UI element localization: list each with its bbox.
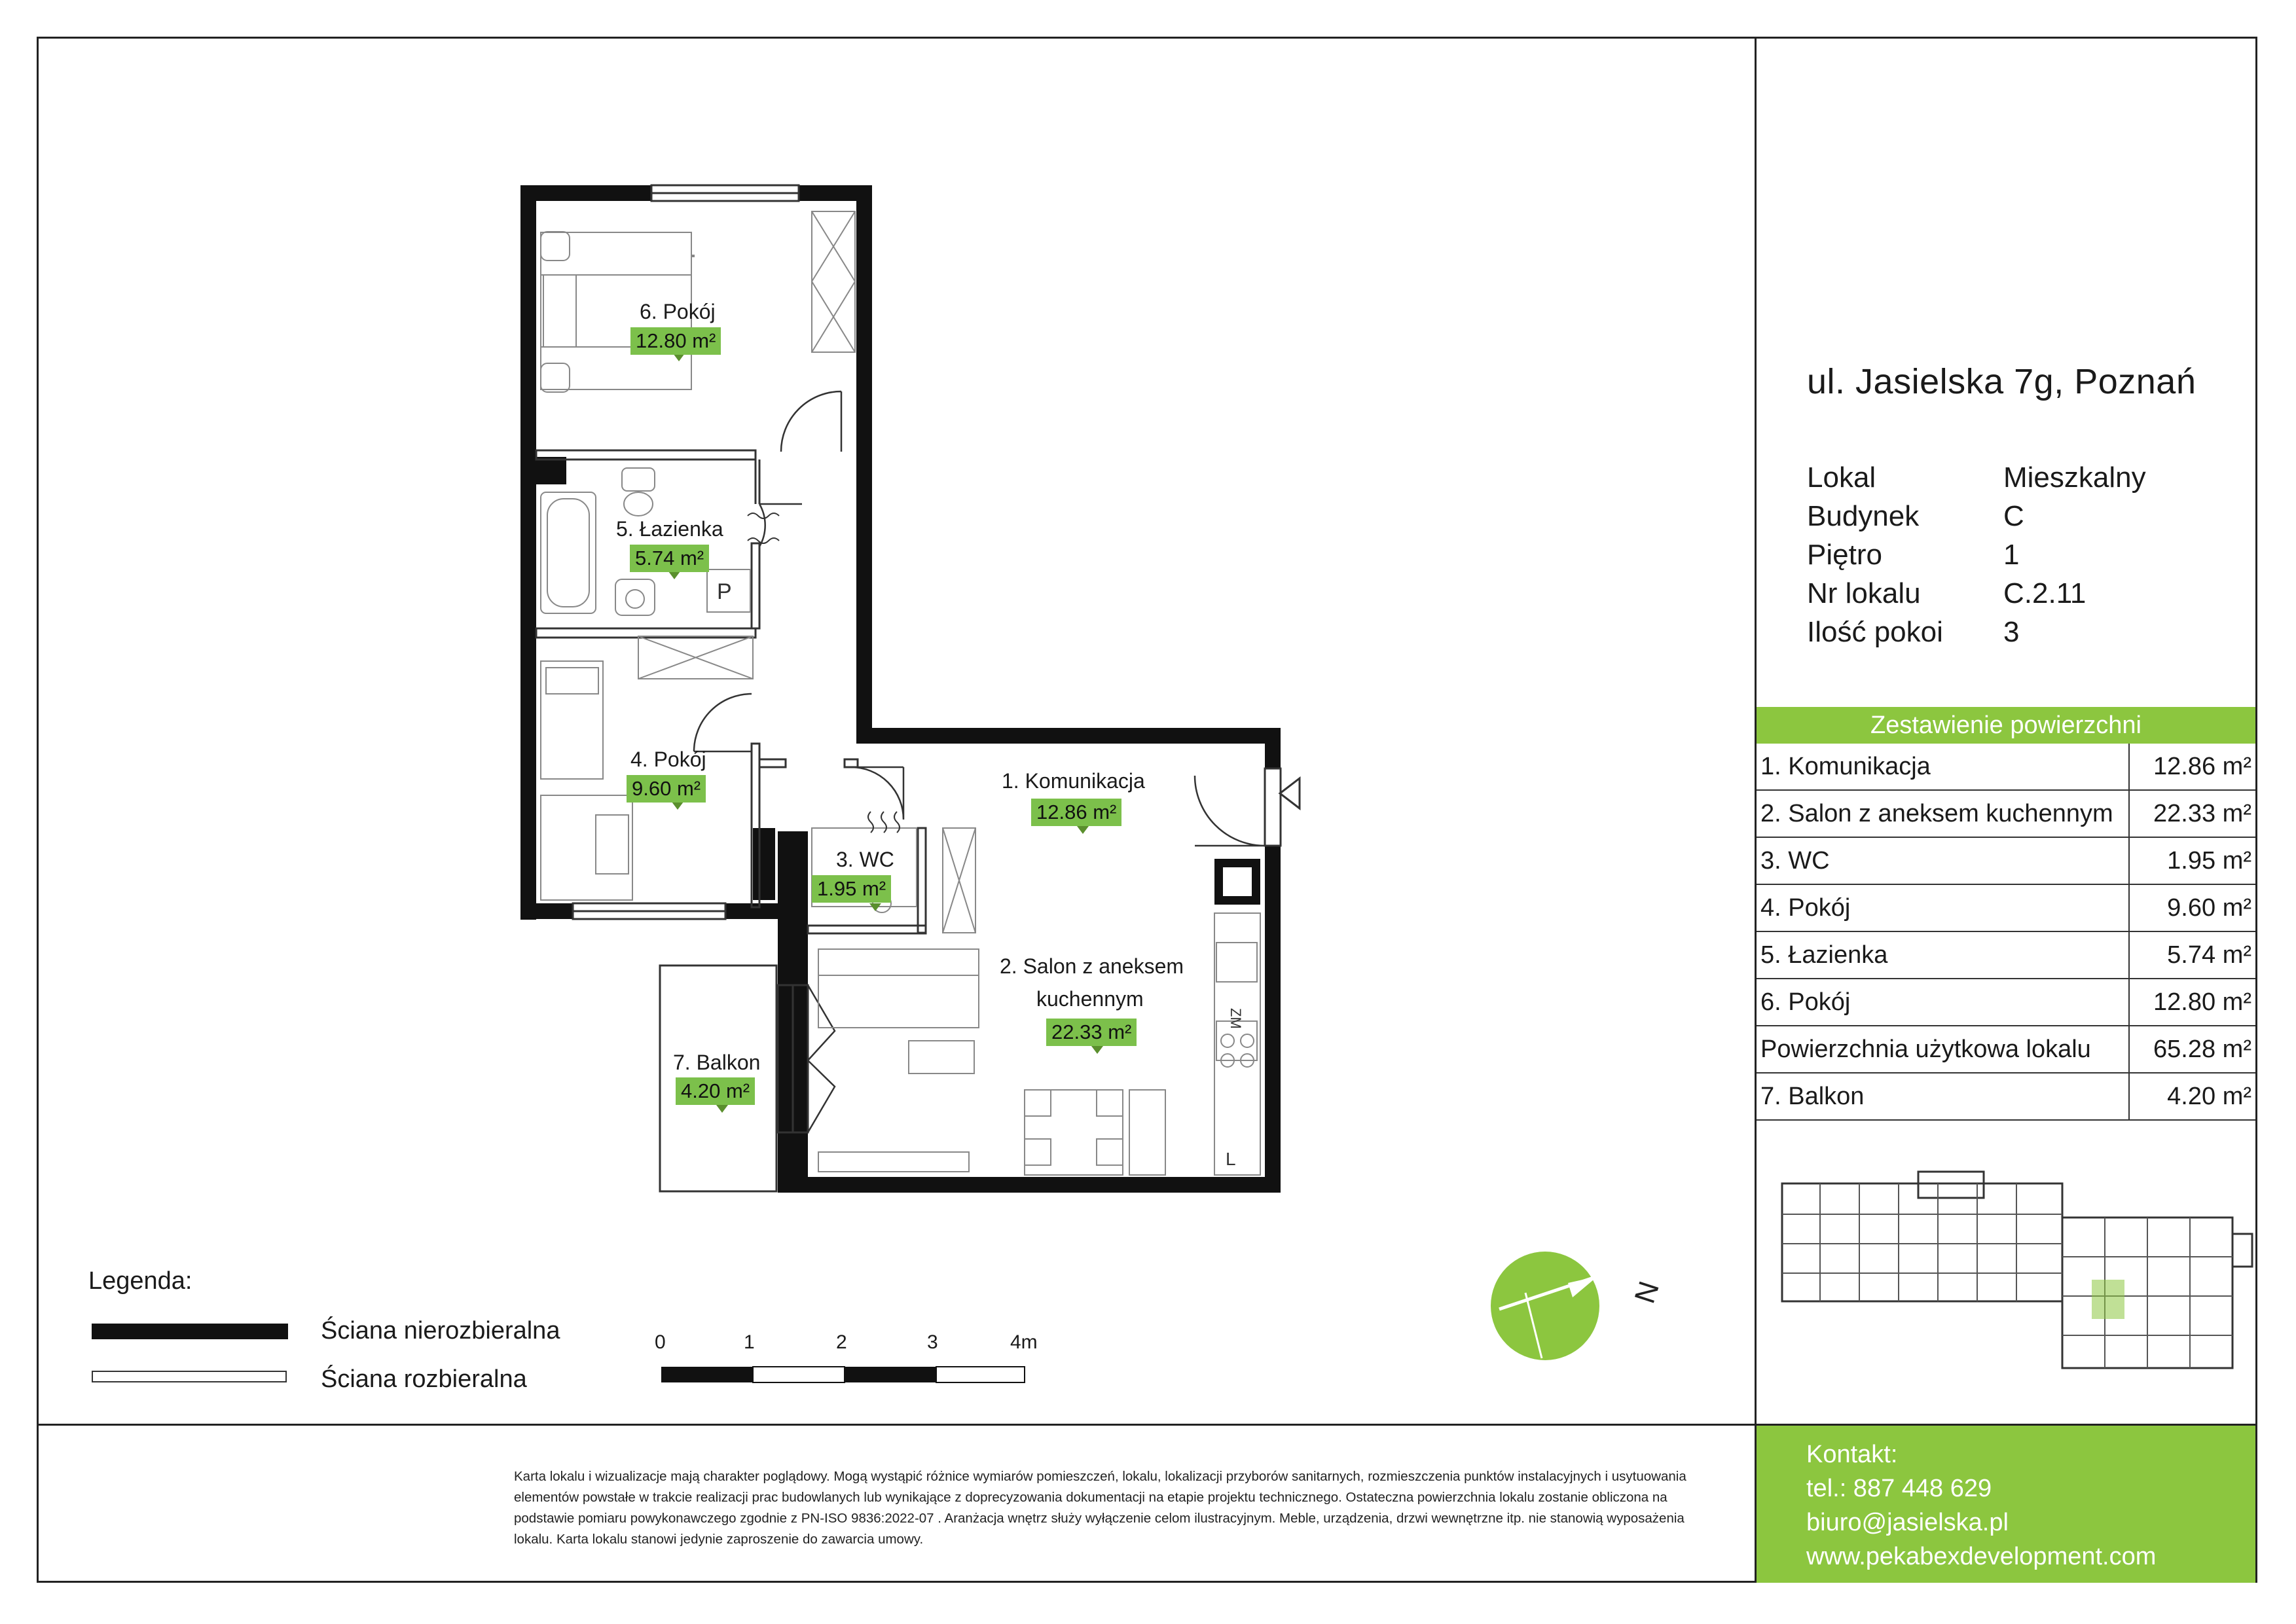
scale-bar	[661, 1367, 1025, 1382]
info-label: Nr lokalu	[1807, 577, 1921, 609]
info-label: Piętro	[1807, 539, 1882, 571]
room-3-name: 3. WC	[836, 848, 894, 871]
contact-box	[1757, 1426, 2255, 1583]
info-row	[1807, 535, 2146, 574]
table-row	[1757, 744, 2255, 790]
area-name: 6. Pokój	[1757, 979, 2129, 1026]
legend-label-removable: Ściana rozbieralna	[321, 1365, 527, 1393]
compass-icon	[1491, 1252, 1599, 1360]
table-row	[1757, 837, 2255, 884]
contact-phone[interactable]: tel.: 887 448 629	[1806, 1475, 1992, 1502]
area-value: 1.95 m²	[2129, 837, 2255, 884]
area-name: 1. Komunikacja	[1757, 744, 2129, 790]
info-row	[1807, 574, 2146, 613]
fixture-label-p: P	[717, 579, 732, 604]
room-6-area: 12.80 m²	[630, 327, 721, 355]
area-value: 4.20 m²	[2129, 1073, 2255, 1120]
compass-north-label: N	[1628, 1277, 1666, 1307]
contact-title: Kontakt:	[1806, 1441, 1898, 1468]
info-value: Mieszkalny	[2003, 461, 2146, 494]
area-value: 65.28 m²	[2129, 1026, 2255, 1073]
unit-info	[1807, 458, 2146, 651]
area-value: 12.80 m²	[2129, 979, 2255, 1026]
area-name: 3. WC	[1757, 837, 2129, 884]
area-name: 5. Łazienka	[1757, 931, 2129, 979]
area-name: Powierzchnia użytkowa lokalu	[1757, 1026, 2129, 1073]
table-row	[1757, 931, 2255, 979]
address-title: ul. Jasielska 7g, Poznań	[1807, 362, 2196, 401]
scale-label-4: 4m	[1010, 1331, 1038, 1353]
room-2-name-line2: kuchennym	[1036, 987, 1144, 1011]
area-name: 7. Balkon	[1757, 1073, 2129, 1120]
legend-swatch-removable	[92, 1371, 287, 1382]
area-value: 5.74 m²	[2129, 931, 2255, 979]
area-name: 4. Pokój	[1757, 884, 2129, 931]
table-row	[1757, 979, 2255, 1026]
key-plan	[1782, 1172, 2252, 1368]
legend-swatch-load-bearing	[92, 1324, 288, 1339]
legend-title: Legenda:	[88, 1267, 192, 1295]
info-label: Ilość pokoi	[1807, 616, 1943, 648]
area-value: 12.86 m²	[2129, 744, 2255, 790]
info-row	[1807, 613, 2146, 651]
entrance-arrow	[1280, 778, 1300, 808]
scale-label-3: 3	[927, 1331, 938, 1353]
disclaimer-text: Karta lokalu i wizualizacje mają charakter poglądowy. Mogą wystąpić różnice wymiarów pomieszczeń, lokalu, lokalizacji przyborów sanitarnych, rozmieszczenia punktów instalacyjnych i usytuowania elementów powstałe w trakcie realizacji prac budowlanych lub wynikające z doprecyzowania dokumentacji na etapie projektu technicznego. Ostateczna powierzchnia lokalu zostanie obliczona na podstawie pomiaru powykonawczego zgodnie z PN-ISO 9836:2022-07 . Aranżacja wnętrz służy wyłączenie celom ilustracyjnym. Meble, urządzenia, drzwi wewnętrzne itp. nie stanowią wyposażenia lokalu. Karta lokalu stanowi jedynie zaproszenie do zawarcia umowy.	[514, 1469, 1686, 1547]
area-summary-table	[1757, 744, 2255, 1121]
table-row	[1757, 884, 2255, 931]
info-value: C.2.11	[2003, 577, 2086, 609]
room-4-name: 4. Pokój	[630, 748, 706, 771]
contact-website[interactable]: www.pekabexdevelopment.com	[1806, 1543, 2157, 1570]
room-1-area: 12.86 m²	[1031, 799, 1121, 826]
scale-label-0: 0	[655, 1331, 666, 1353]
heater-symbols	[748, 513, 900, 833]
info-value: C	[2003, 500, 2024, 532]
info-value: 1	[2003, 539, 2020, 571]
room-1-name: 1. Komunikacja	[1002, 769, 1145, 793]
room-5-area: 5.74 m²	[630, 545, 709, 572]
scale-label-2: 2	[836, 1331, 847, 1353]
room-7-name: 7. Balkon	[673, 1051, 761, 1074]
room-4-area: 9.60 m²	[627, 775, 706, 803]
info-value: 3	[2003, 616, 2020, 648]
room-6-name: 6. Pokój	[640, 300, 716, 323]
key-plan-unit-highlight	[2092, 1280, 2124, 1319]
info-label: Budynek	[1807, 500, 1920, 532]
area-name: 2. Salon z aneksem kuchennym	[1757, 790, 2129, 837]
legend-label-load-bearing: Ściana nierozbieralna	[321, 1317, 560, 1344]
room-5-name: 5. Łazienka	[616, 517, 723, 541]
area-value: 9.60 m²	[2129, 884, 2255, 931]
furniture	[541, 211, 1260, 1175]
summary-title: Zestawienie powierzchni	[1757, 707, 2255, 744]
fixture-label-l: L	[1226, 1149, 1236, 1169]
scale-label-1: 1	[744, 1331, 755, 1353]
shaft-inner	[1223, 867, 1252, 896]
room-2-area: 22.33 m²	[1046, 1019, 1137, 1046]
table-row	[1757, 790, 2255, 837]
table-row	[1757, 1073, 2255, 1120]
table-row	[1757, 1026, 2255, 1073]
info-label: Lokal	[1807, 461, 1876, 494]
info-row	[1807, 497, 2146, 535]
contact-email[interactable]: biuro@jasielska.pl	[1806, 1509, 2009, 1536]
room-2-name-line1: 2. Salon z aneksem	[1000, 954, 1184, 978]
room-7-area: 4.20 m²	[676, 1077, 755, 1105]
area-value: 22.33 m²	[2129, 790, 2255, 837]
info-row	[1807, 458, 2146, 497]
fixture-label-wm: ZM	[1228, 1008, 1244, 1029]
room-3-area: 1.95 m²	[812, 875, 891, 903]
